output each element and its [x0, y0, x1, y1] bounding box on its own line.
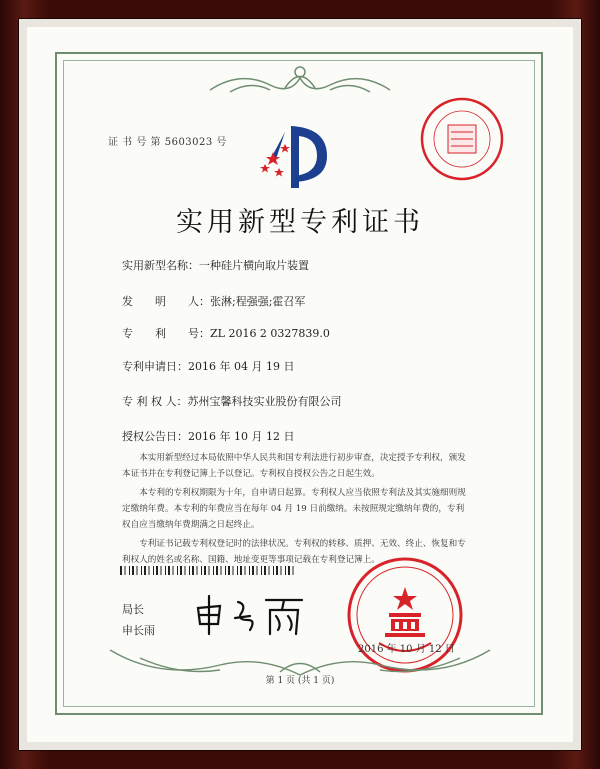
- body-paragraph: 本专利的专利权期限为十年，自申请日起算。专利权人应当依照专利法及其实施细则规定缴纳年费。本专利的年费应当在每年 04 月 19 日前缴纳。未按照规定缴纳年费的，专利权自应当缴纳年费期满之日起终止。: [122, 488, 466, 530]
- certificate-body-text: [122, 450, 472, 568]
- inventor-value: 张淋;程强强;霍召军: [210, 295, 306, 308]
- patentee-field: [122, 393, 342, 409]
- announcement-date-label: 授权公告日：: [122, 430, 188, 443]
- filing-date-field: [122, 358, 294, 374]
- body-paragraph: 本实用新型经过本局依照中华人民共和国专利法进行初步审查，决定授予专利权，颁发本证书并在专利登记簿上予以登记。专利权自授权公告之日起生效。: [122, 453, 466, 479]
- inventor-field: [122, 293, 305, 309]
- filing-date-value: 2016 年 04 月 19 日: [188, 360, 295, 373]
- inventor-label: 发 明 人：: [122, 295, 210, 308]
- patentee-value: 苏州宝馨科技实业股份有限公司: [187, 395, 342, 408]
- barcode-icon: [120, 566, 295, 575]
- certificate-title: 实用新型专利证书: [176, 207, 424, 238]
- patent-office-logo-icon: [255, 118, 345, 193]
- top-ornament: [200, 60, 400, 100]
- director-title: 局长: [122, 603, 144, 616]
- handwritten-signature-icon: [190, 590, 310, 640]
- certificate-number: 证 书 号 第 5603023 号: [108, 137, 227, 148]
- patent-number-value: ZL 2016 2 0327839.0: [210, 327, 330, 340]
- announcement-date-field: [122, 428, 294, 444]
- page-number: 第 1 页 (共 1 页): [265, 676, 335, 686]
- utility-model-name-label: 实用新型名称：: [122, 259, 199, 272]
- body-paragraph: 专利证书记载专利权登记时的法律状况。专利权的转移、质押、无效、终止、恢复和专利权人的姓名或名称、国籍、地址变更等事项记载在专利登记簿上。: [122, 539, 466, 565]
- utility-model-name-value: 一种硅片横向取片装置: [199, 259, 309, 272]
- filing-date-label: 专利申请日：: [122, 360, 188, 373]
- seal-date: 2016 年 10 月 12 日: [358, 644, 455, 655]
- director-name: 申长雨: [122, 624, 155, 637]
- small-red-seal-icon: [418, 95, 506, 183]
- announcement-date-value: 2016 年 10 月 12 日: [188, 430, 295, 443]
- utility-model-name-field: [122, 257, 309, 273]
- patent-number-field: [122, 325, 330, 341]
- patentee-label: 专 利 权 人：: [122, 395, 188, 408]
- patent-number-label: 专 利 号：: [122, 327, 210, 340]
